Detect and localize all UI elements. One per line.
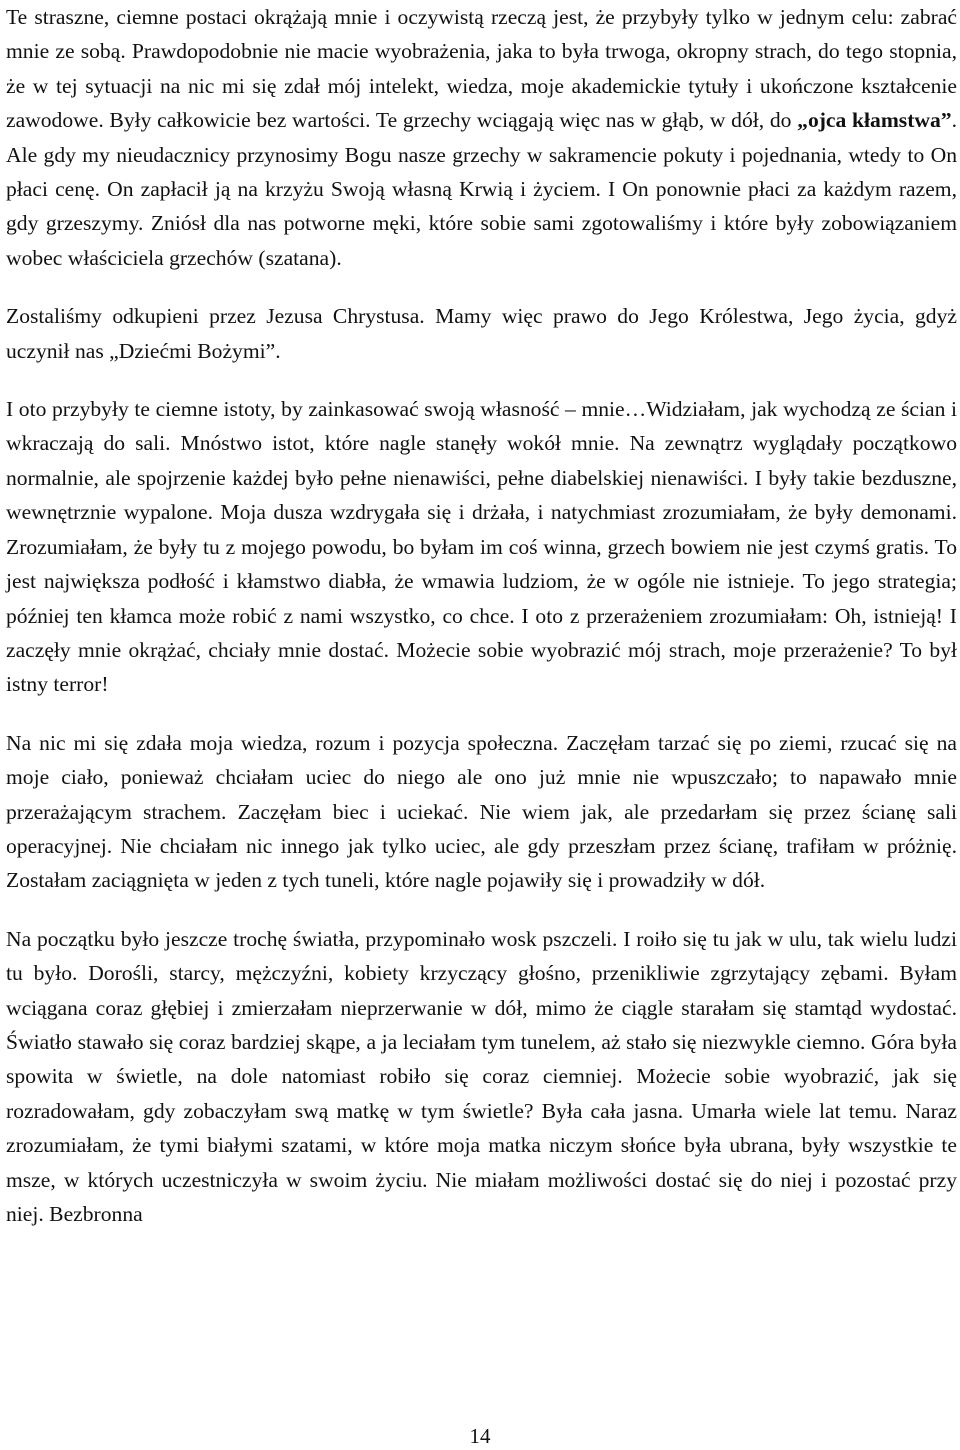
paragraph-spacer xyxy=(6,275,957,299)
paragraph-4-text: Na nic mi się zdała moja wiedza, rozum i pozycja społeczna. Zaczęłam tarzać się po ziemi, rzucać się na moje ciało, ponieważ chciałam uciec do niego ale ono już mnie nie wpuszczało; to napawało mnie przerażającym strachem. Zaczęłam biec i uciekać. Nie wiem jak, ale przedarłam się przez ścianę sali operacyjnej. Nie chciałam nic innego jak tylko uciec, ale gdy przeszłam przez ścianę, trafiłam w próżnię. Zostałam zaciągnięta w jeden z tych tuneli, które nagle pojawiły się i prowadziły w dół. xyxy=(6,730,957,893)
emphasis-ojca-klamstwa: „ojca kłamstwa” xyxy=(797,108,952,133)
paragraph-1-text-b: . Ale gdy my nieudacznicy przynosimy Bogu nasze grzechy w sakramencie pokuty i pojednania, wtedy to On płaci cenę. On zapłacił ją na krzyżu Swoją własną Krwią i życiem. I On ponownie płaci za każdym razem, gdy grzeszymy. Zniósł dla nas potworne męki, które sobie sami zgotowaliśmy i które były zobowiązaniem wobec właściciela grzechów (szatana). xyxy=(6,108,957,270)
paragraph-spacer xyxy=(6,368,957,392)
paragraph-2 xyxy=(6,299,957,368)
paragraph-1 xyxy=(6,0,957,275)
paragraph-3 xyxy=(6,392,957,702)
paragraph-3-text: I oto przybyły te ciemne istoty, by zainkasować swoją własność – mnie…Widziałam, jak wychodzą ze ścian i wkraczają do sali. Mnóstwo istot, które nagle stanęły wokół mnie. Na zewnątrz wyglądały początkowo normalnie, ale spojrzenie każdej było pełne nienawiści, pełne diabelskiej nienawiści. I były takie bezduszne, wewnętrznie wypalone. Moja dusza wzdrygała się i drżała, i natychmiast zrozumiałam, że były demonami. Zrozumiałam, że były tu z mojego powodu, bo byłam im coś winna, grzech bowiem nie jest czymś gratis. To jest największa podłość i kłamstwo diabła, że wmawia ludziom, że w ogóle nie istnieje. To jego strategia; później ten kłamca może robić z nami wszystko, co chce. I oto z przerażeniem zrozumiałam: Oh, istnieją! I zaczęły mnie okrążać, chciały mnie dostać. Możecie sobie wyobrazić mój strach, moje przerażenie? To był istny terror! xyxy=(6,397,957,697)
document-page xyxy=(6,0,957,1231)
paragraph-4 xyxy=(6,726,957,898)
paragraph-1-text-a: Te straszne, ciemne postaci okrążają mnie i oczywistą rzeczą jest, że przybyły tylko w jednym celu: zabrać mnie ze sobą. Prawdopodobnie nie macie wyobrażenia, jaka to była trwoga, okropny strach, do tego stopnia, że w tej sytuacji na nic mi się zdał mój intelekt, wiedza, moje akademickie tytuły i ukończone kształcenie zawodowe. Były całkowicie bez wartości. Te grzechy wciągają więc nas w głąb, w dół, do xyxy=(6,5,957,133)
paragraph-2-text: Zostaliśmy odkupieni przez Jezusa Chrystusa. Mamy więc prawo do Jego Królestwa, Jego życia, gdyż uczynił nas „Dziećmi Bożymi”. xyxy=(6,304,957,363)
paragraph-5-text: Na początku było jeszcze trochę światła, przypominało wosk pszczeli. I roiło się tu jak w ulu, tak wielu ludzi tu było. Dorośli, starcy, mężczyźni, kobiety krzyczący głośno, przenikliwie zgrzytający zębami. Byłam wciągana coraz głębiej i zmierzałam nieprzerwanie w dół, mimo że ciągle starałam się stamtąd wydostać. Światło stawało się coraz bardziej skąpe, a ja leciałam tym tunelem, aż stało się niezwykle ciemno. Góra była spowita w świetle, na dole natomiast robiło się coraz ciemniej. Możecie sobie wyobrazić, jak się rozradowałam, gdy zobaczyłam swą matkę w tym świetle? Była cała jasna. Umarła wiele lat temu. Naraz zrozumiałam, że tymi białymi szatami, w które moja matka niczym słońce była ubrana, były wszystkie te msze, w których uczestniczyła w swoim życiu. Nie miałam możliwości dostać się do niej i pozostać przy niej. Bezbronna xyxy=(6,926,957,1226)
page-number: 14 xyxy=(469,1424,491,1448)
paragraph-5 xyxy=(6,922,957,1232)
paragraph-spacer xyxy=(6,898,957,922)
paragraph-spacer xyxy=(6,702,957,726)
